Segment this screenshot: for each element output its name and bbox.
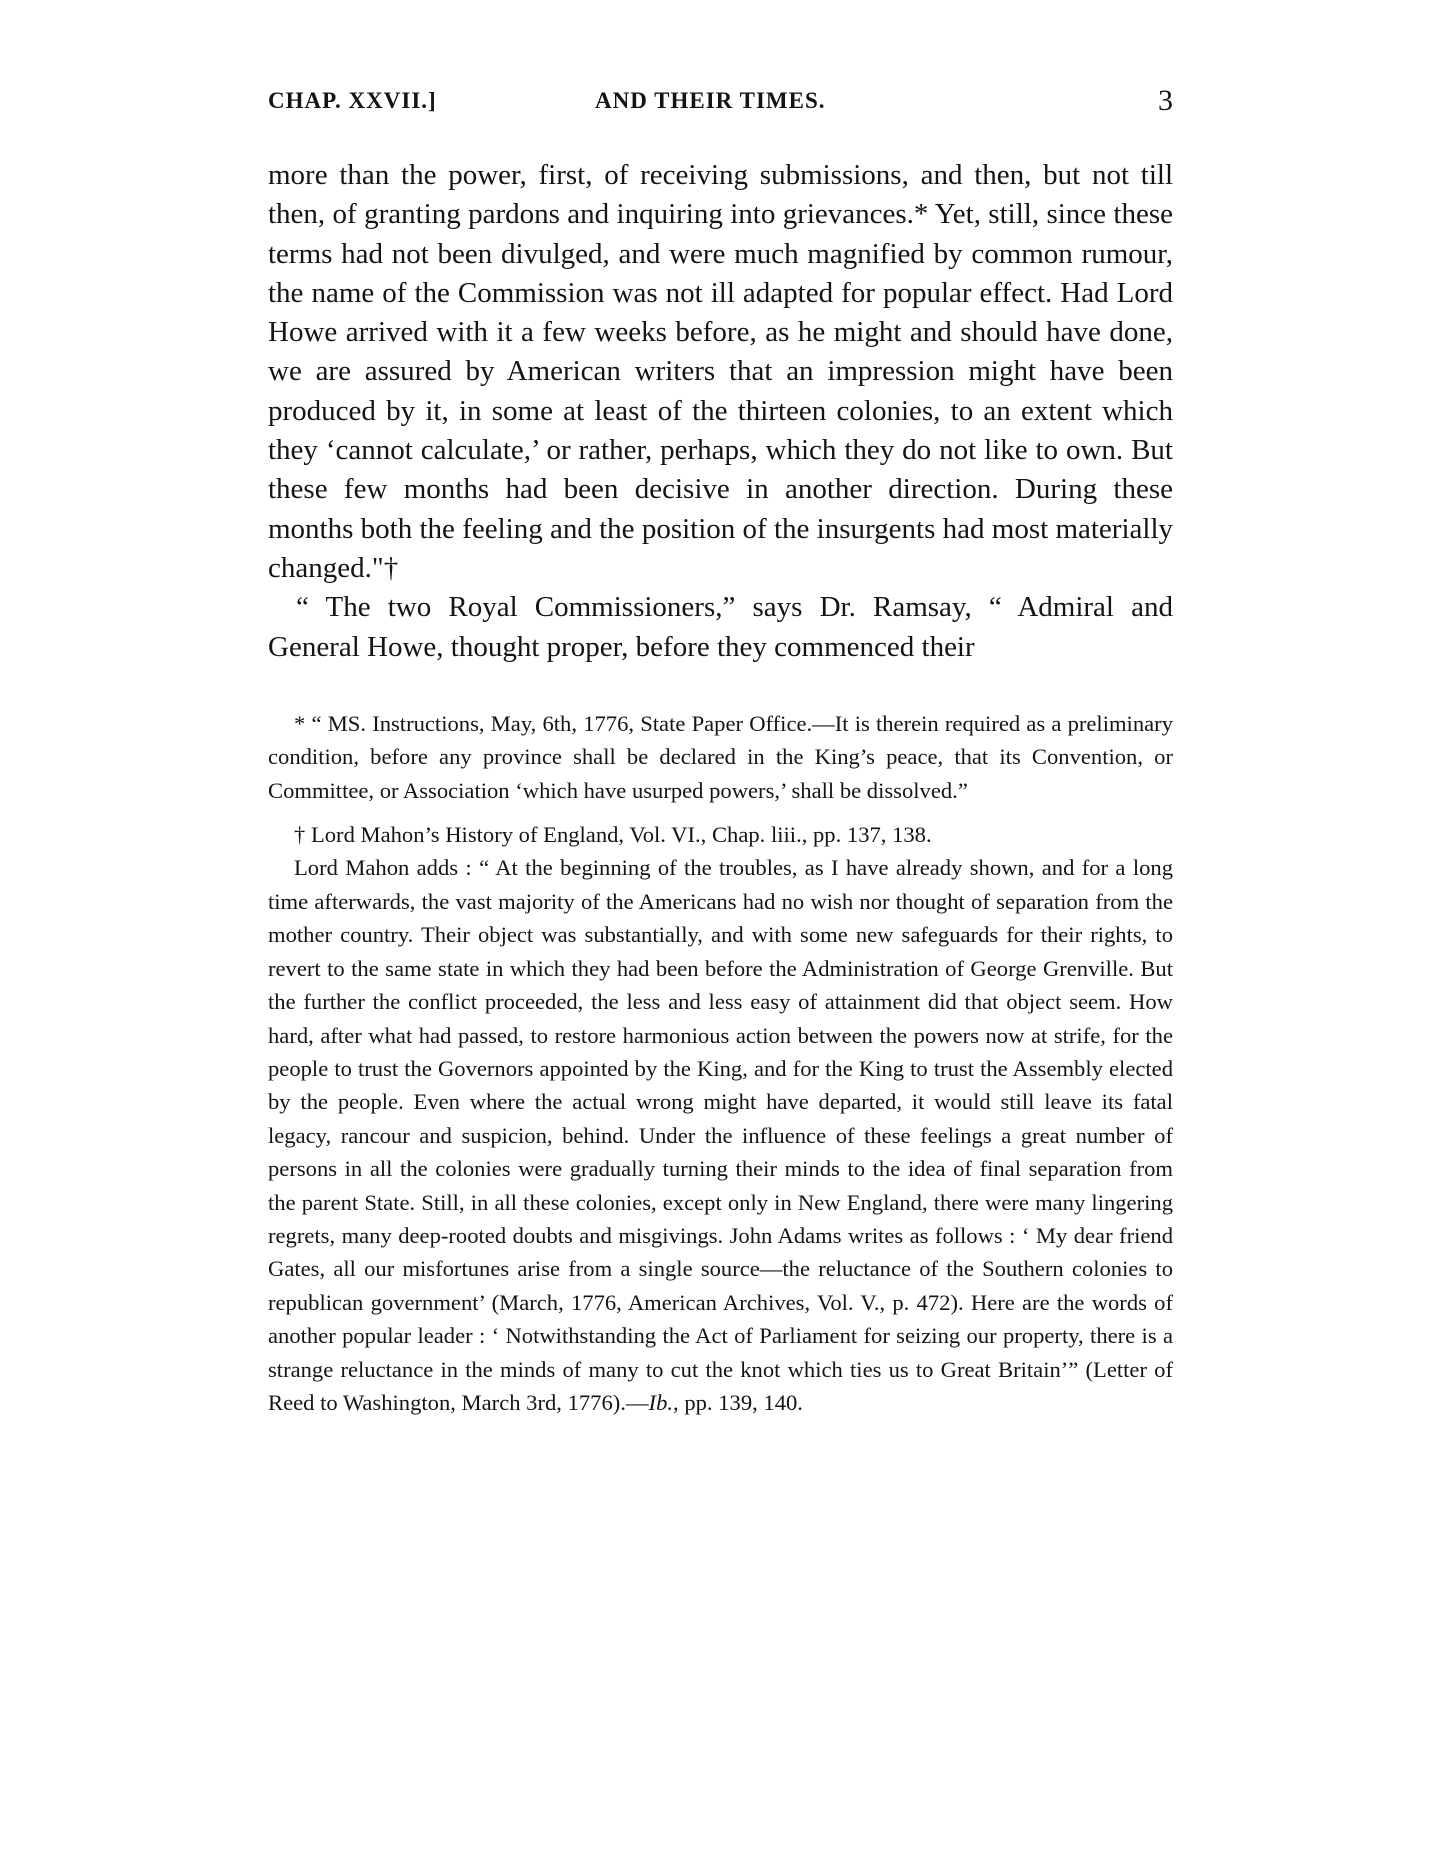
footnote-star: * “ MS. Instructions, May, 6th, 1776, State Paper Office.—It is therein required as a preliminary condition, before any province shall be declared in the King’s peace, that its Convention, or Committee, or Association ‘which have usurped powers,’ shall be dissolved.” [268, 710, 1173, 803]
main-text [268, 156, 1173, 667]
footnote-dagger-continuation [268, 851, 1173, 1419]
footnotes [268, 707, 1173, 1420]
page-number: 3 [1158, 84, 1173, 117]
ibid-abbreviation: Ib. [648, 1389, 674, 1415]
chapter-label: CHAP. XXVII.] [268, 88, 437, 113]
footnote-dagger: † Lord Mahon’s History of England, Vol. VI., Chap. liii., pp. 137, 138. [294, 822, 932, 848]
footnote-text: , pp. 139, 140. [673, 1389, 803, 1415]
book-page [268, 84, 1173, 1419]
running-title: AND THEIR TIMES. [595, 88, 826, 113]
running-head [268, 84, 1173, 124]
body-paragraph: more than the power, first, of receiving submissions, and then, but not till then, of granting pardons and inquiring into grievances.* Yet, still, since these terms had not been divulged, and were much magnified by common rumour, the name of the Commission was not ill adapted for popular effect. Had Lord Howe arrived with it a few weeks before, as he might and should have done, we are assured by American writers that an impression might have been produced by it, in some at least of the thirteen colonies, to an extent which they ‘cannot calculate,’ or rather, perhaps, which they do not like to own. But these few months had been decisive in another direction. During these months both the feeling and the position of the insurgents had most materially changed."† [268, 159, 1173, 584]
footnote-text: Lord Mahon adds : “ At the beginning of the troubles, as I have already shown, and for a long time afterwards, the vast majority of the Americans had no wish nor thought of separation from the mother country. Their object was substantially, and with some new safeguards for their rights, to revert to the same state in which they had been before the Administration of George Grenville. But the further the conflict proceeded, the less and less easy of attainment did that object seem. How hard, after what had passed, to restore harmonious action between the powers now at strife, for the people to trust the Governors appointed by the King, and for the King to trust the Assembly elected by the people. Even where the actual wrong might have departed, it would still leave its fatal legacy, rancour and suspicion, behind. Under the influence of these feelings a great number of persons in all the colonies were gradually turning their minds to the idea of final separation from the parent State. Still, in all these colonies, except only in New England, there were many lingering regrets, many deep-rooted doubts and misgivings. John Adams writes as follows : ‘ My dear friend Gates, all our misfortunes arise from a single source—the reluctance of the Southern colonies to republican government’ (March, 1776, American Archives, Vol. V., p. 472). Here are the words of another popular leader : ‘ Notwithstanding the Act of Parliament for seizing our property, there is a strange reluctance in the minds of many to cut the knot which ties us to Great Britain’” (Letter of Reed to Washington, March 3rd, 1776).— [268, 855, 1173, 1415]
body-paragraph: “ The two Royal Commissioners,” says Dr. Ramsay, “ Admiral and General Howe, thought proper, before they commenced their [268, 591, 1173, 663]
